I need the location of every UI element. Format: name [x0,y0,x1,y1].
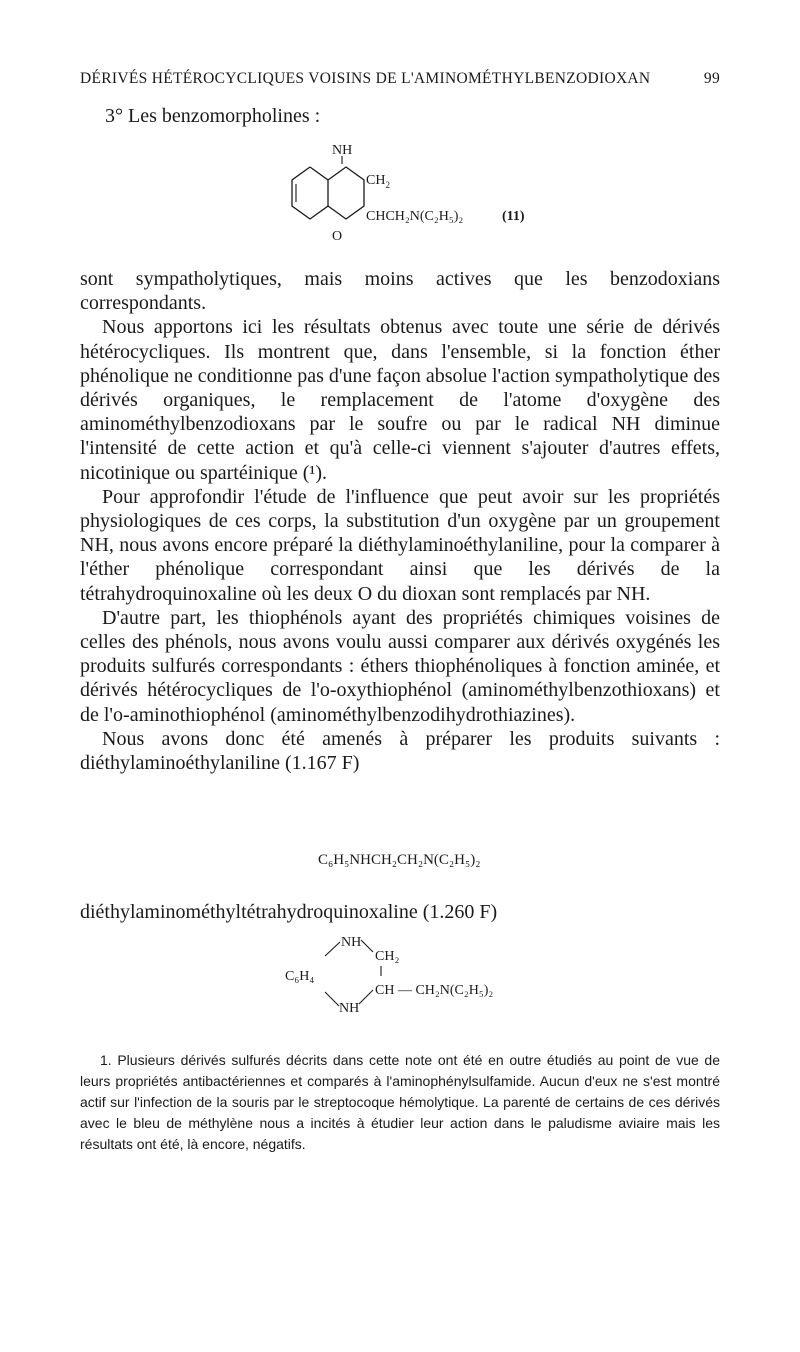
nh-bottom-label: NH [339,1001,360,1016]
body-text [80,267,720,775]
footnote [80,1050,720,1155]
c6h4-label: C₆H₄ [285,969,315,984]
ch2-label: $CH_2$ [366,173,390,190]
compound-line [80,900,720,924]
oxygen-label: O [332,229,343,244]
paragraph-3: Pour approfondir l'étude de l'influence que peut avoir sur les propriétés physiologiques de ces corps, la substitution d'un oxygène par un groupement NH, nous avons encore préparé la diéthylaminoéthylaniline, pour la comparer à l'éther phénolique correspondant ainsi que les dérivés de la tétrahydroquinoxaline où les deux O du dioxan sont remplacés par NH. [80,485,720,605]
side-chain-label: CHCH₂N(C₂H₅)₂ [366,209,464,224]
footnote-text: 1. Plusieurs dérivés sulfurés décrits dans cette note ont été en outre étudiés au point de vue de leurs propriétés antibactériennes et comparés à l'aminophénylsulfamide. Aucun d'eux ne s'est montré actif sur l'infection de la souris par le streptocoque hémolytique. La parenté de certains de ces dérivés avec le bleu de méthylène nous a incités à étudier leur action dans le paludisme aviaire mais les résultats ont été, là encore, négatifs. [80,1052,720,1152]
section-heading: 3° Les benzomorpholines : [105,105,321,127]
paragraph-5: Nous avons donc été amenés à préparer les produits suivants : diéthylaminoéthylaniline (1.167 F) [80,727,720,775]
quinoxaline-formula [285,932,605,1032]
formula-number: (11) [502,209,525,224]
quinoxaline-structure [285,932,605,1032]
paragraph-1: sont sympatholytiques, mais moins actives que les benzodoxians correspondants. [80,268,720,315]
page-number: 99 [703,70,720,87]
nh-top-label: NH [341,935,362,950]
ch-chain-label: CH — CH₂N(C₂H₅)₂ [375,983,494,998]
aniline-formula: C₆H₅NHCH₂CH₂N(C₂H₅)₂ [318,852,481,868]
benzomorpholine-structure [280,142,540,247]
nh-label: NH [332,143,353,158]
benzomorpholine-formula [280,142,540,247]
paragraph-2: Nous apportons ici les résultats obtenus avec toute une série de dérivés hétérocycliques. Ils montrent que, dans l'ensemble, si la fonction éther phénolique ne conditionne pas d'une façon absolue l'action sympatholytique des dérivés organiques, le remplacement de l'atome d'oxygène des aminométhylbenzodioxans par le soufre ou par le radical NH diminue l'intensité de cette action et qu'à celle-ci viennent s'ajouter d'autres effets, nicotinique ou spartéinique (¹). [80,316,720,484]
paragraph-4: D'autre part, les thiophénols ayant des propriétés chimiques voisines de celles des phénols, nous avons voulu aussi comparer aux dérivés oxygénés les produits sulfurés correspondants : éthers thiophénoliques à fonction aminée, et dérivés hétérocycliques de l'o-oxythiophénol (aminométhylbenzothioxans) et de l'o-aminothiophénol (aminométhylbenzodihydrothiazines). [80,606,720,726]
compound-2-label: diéthylaminométhyltétrahydroquinoxaline (1.260 F) [80,901,498,923]
running-header [80,70,720,88]
ch2-ring-label: CH₂ [375,949,400,964]
running-title: DÉRIVÉS HÉTÉROCYCLIQUES VOISINS DE L'AMINOMÉTHYLBENZODIOXAN [80,70,651,87]
